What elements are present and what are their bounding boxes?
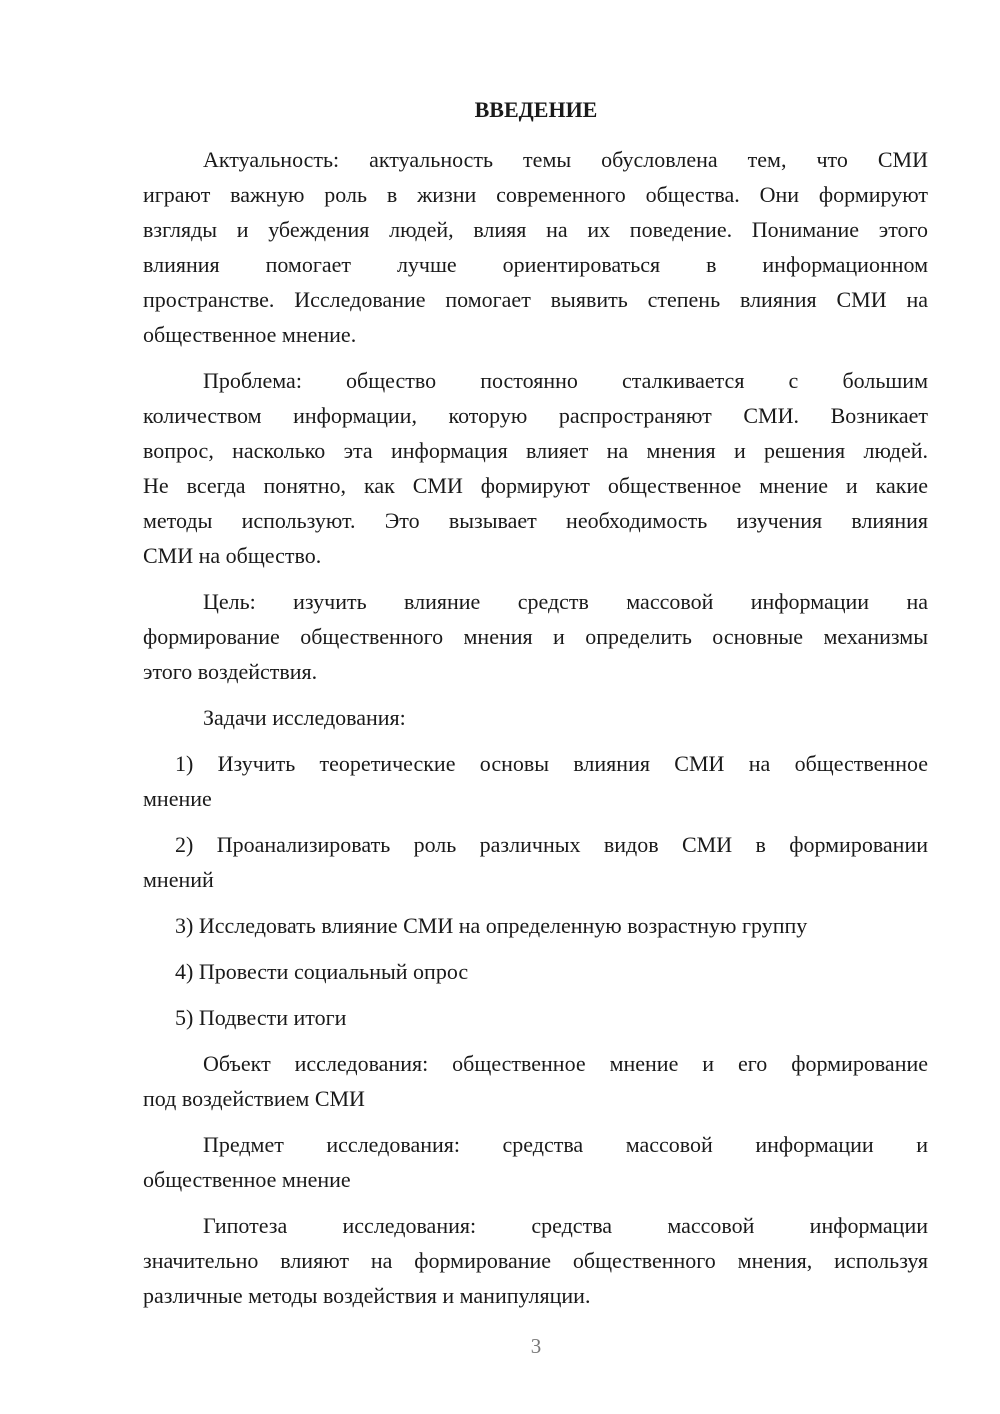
text-line: значительно влияют на формирование общественного мнения, используя xyxy=(143,1248,928,1273)
paragraph xyxy=(143,1046,928,1116)
text-line: 3) Исследовать влияние СМИ на определенную возрастную группу xyxy=(175,913,808,938)
text-line: различные методы воздействия и манипуляции. xyxy=(143,1283,591,1308)
text-line: количеством информации, которую распространяют СМИ. Возникает xyxy=(143,403,928,428)
text-line: Не всегда понятно, как СМИ формируют общественное мнение и какие xyxy=(143,473,928,498)
text-line: Проблема: общество постоянно сталкивается с большим xyxy=(203,368,928,393)
text-line: общественное мнение xyxy=(143,1167,351,1192)
text-line: 4) Провести социальный опрос xyxy=(175,959,469,984)
text-line: мнение xyxy=(143,786,212,811)
paragraph xyxy=(143,142,928,352)
text-line: мнений xyxy=(143,867,214,892)
text-line: этого воздействия. xyxy=(143,659,318,684)
text-line: взгляды и убеждения людей, влияя на их поведение. Понимание этого xyxy=(143,217,928,242)
paragraph xyxy=(143,584,928,689)
paragraph xyxy=(143,1208,928,1313)
paragraph xyxy=(143,1127,928,1197)
section-title: ВВЕДЕНИЕ xyxy=(474,97,598,122)
text-line: Объект исследования: общественное мнение и его формирование xyxy=(203,1051,928,1076)
document-body xyxy=(143,142,928,1324)
task-list-item xyxy=(143,827,928,897)
text-line: СМИ на общество. xyxy=(143,543,322,568)
text-line: методы используют. Это вызывает необходимость изучения влияния xyxy=(143,508,928,533)
page-number: 3 xyxy=(530,1334,542,1358)
text-line: Предмет исследования: средства массовой информации и xyxy=(203,1132,928,1157)
text-line: влияния помогает лучше ориентироваться в информационном xyxy=(143,252,928,277)
paragraph xyxy=(143,700,928,735)
text-line: под воздействием СМИ xyxy=(143,1086,365,1111)
task-list-item xyxy=(143,954,928,989)
text-line: пространстве. Исследование помогает выявить степень влияния СМИ на xyxy=(143,287,928,312)
text-line: 1) Изучить теоретические основы влияния СМИ на общественное xyxy=(175,751,928,776)
text-line: играют важную роль в жизни современного общества. Они формируют xyxy=(143,182,928,207)
text-line: 2) Проанализировать роль различных видов СМИ в формировании xyxy=(175,832,928,857)
task-list-item xyxy=(143,1000,928,1035)
text-line: 5) Подвести итоги xyxy=(175,1005,347,1030)
text-line: Гипотеза исследования: средства массовой информации xyxy=(203,1213,928,1238)
task-list-item xyxy=(143,908,928,943)
text-line: вопрос, насколько эта информация влияет на мнения и решения людей. xyxy=(143,438,928,463)
paragraph xyxy=(143,363,928,573)
text-line: Актуальность: актуальность темы обусловлена тем, что СМИ xyxy=(203,147,928,172)
text-line: формирование общественного мнения и определить основные механизмы xyxy=(143,624,928,649)
text-line: общественное мнение. xyxy=(143,322,357,347)
text-line: Задачи исследования: xyxy=(203,705,406,730)
text-line: Цель: изучить влияние средств массовой информации на xyxy=(203,589,928,614)
task-list-item xyxy=(143,746,928,816)
